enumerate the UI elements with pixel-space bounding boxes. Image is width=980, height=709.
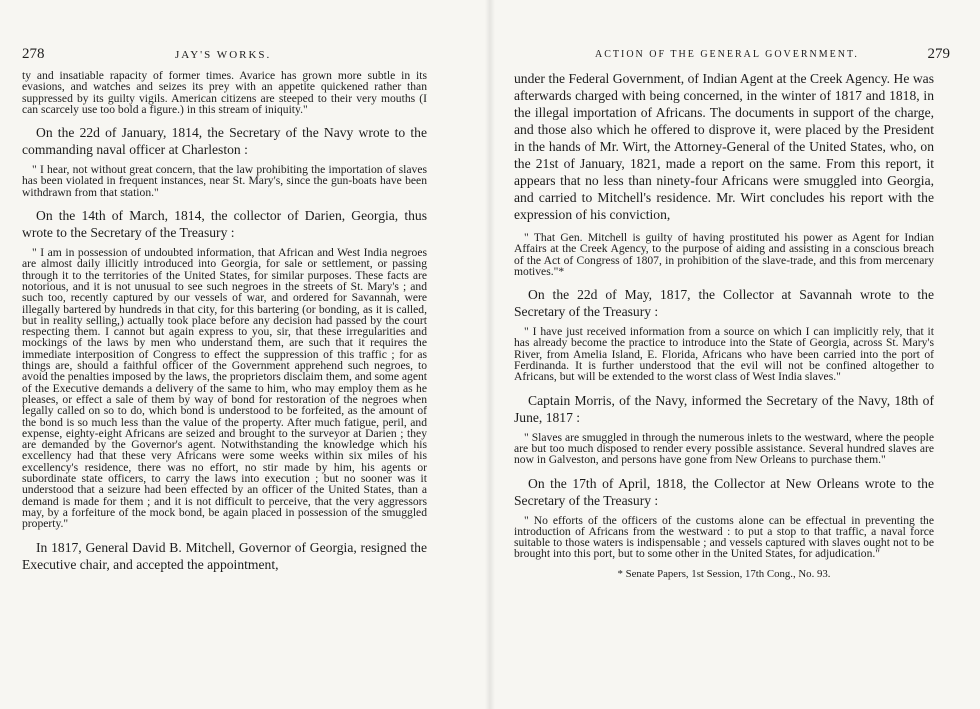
left-page-body [22, 70, 427, 573]
page-number-left: 278 [22, 46, 45, 62]
paragraph: On the 22d of January, 1814, the Secretary of the Navy wrote to the commanding naval officer at Charleston : [22, 125, 427, 158]
paragraph: In 1817, General David B. Mitchell, Governor of Georgia, resigned the Executive chair, and accepted the appointment, [22, 539, 427, 572]
right-page [490, 0, 980, 709]
quote-block: " No efforts of the officers of the customs alone can be effectual in preventing the introduction of Africans from the westward : to put a stop to that traffic, a naval force suitable to those waters is indispensable ; and vessels captured with slaves ought not to be brought into this port, but to some other in the United States, for adjudication." [514, 513, 934, 561]
right-page-body [514, 70, 934, 580]
quote-block: " That Gen. Mitchell is guilty of having prostituted his power as Agent for Indian Affairs at the Creek Agency, to the purpose of aiding and assisting in a conscious breach of the Act of Congress of 1807, in prohibition of the slave-trade, and this from mercenary motives."* [514, 231, 934, 278]
quote-block: ty and insatiable rapacity of former times. Avarice has grown more subtle in its evasions, and watches and seizes its prey with an appetite quickened rather than suppressed by its guilty vigils. American citizens are steeped to their very mouths (I can scarcely use too bold a figure.) in this stream of iniquity." [22, 69, 427, 116]
quote-block: " I am in possession of undoubted information, that African and West India negroes are almost daily illicitly introduced into Georgia, for sale or settlement, or passing through it to the territories of the United States, for similar purposes. These facts are notorious, and it is not unusual to see such negroes in the streets of St. Mary's ; and such too, recently captured by our vessels of war, and ordered for Savannah, were illegally bartered by hundreds in that city, for this bartering (or bonding, as it is called, but in reality selling,) actually took place before any decision had passed by the court respecting them. I cannot but again express to you, sir, that these irregularities and mockings of the laws by men who understand them, are such that it requires the immediate interposition of Congress to effect the suppression of this traffic ; for as things are, should a faithful officer of the Government apprehend such negroes, to avoid the penalties imposed by the laws, the proprietors disclaim them, and some agent of the Executive demands a delivery of the same to him, who may employ them as he pleases, or effect a sale of them by way of bond for restoration of the negroes when legally called on so to do, which bond is understood to be forfeited, as the amount of the bond is so much less than the value of the property. After much fatigue, peril, and expense, eighty-eight Africans are seized and brought to the surveyor at Darien ; they are demanded by the Governor's agent. Notwithstanding the knowledge which his excellency had that these very Africans were some weeks within six miles of his excellency's residence, there was no effort, no stir made by him, his agents or subordinate state officers, to carry the laws into execution ; but no sooner was it understood that a seizure had been effected by an officer of the United States, than a demand is made for them ; and it is not difficult to perceive, that the very aggressors may, by a forfeiture of the mock bond, be again placed in possession of the smuggled property." [22, 246, 427, 531]
paragraph: On the 14th of March, 1814, the collector of Darien, Georgia, thus wrote to the Secretary of the Treasury : [22, 208, 427, 241]
quote-block: " I have just received information from a source on which I can implicitly rely, that it has already become the practice to introduce into the State of Georgia, across St. Mary's River, from Amelia Island, E. Florida, Africans who have been carried into the port of Ferdinanda. It is further understood that the evil will not be confined altogether to Africans, but will be extended to the worst class of West India slaves." [514, 325, 934, 384]
paragraph: Captain Morris, of the Navy, informed the Secretary of the Navy, 18th of June, 1817 : [514, 392, 934, 425]
paragraph: under the Federal Government, of Indian Agent at the Creek Agency. He was afterwards charged with being concerned, in the winter of 1817 and 1818, in the illegal importation of Africans. The documents in support of the charge, and those also which he offered to disprove it, were placed by the President in the hands of Mr. Wirt, the Attorney-General of the United States, who, on the 21st of January, 1821, made a report on the same. From this report, it appears that no less than ninety-four Africans were smuggled into Georgia, and carried to Mitchell's residence. Mr. Wirt concludes his report with the expression of his conviction, [514, 71, 934, 222]
quote-block: " Slaves are smuggled in through the numerous inlets to the westward, where the people are but too much disposed to render every possible assistance. Several hundred slaves are now in Galveston, and persons have gone from New Orleans to purchase them." [514, 430, 934, 467]
running-head-left: JAY'S WORKS. [175, 49, 272, 61]
running-head-right: ACTION OF THE GENERAL GOVERNMENT. [595, 49, 859, 60]
quote-block: " I hear, not without great concern, that the law prohibiting the importation of slaves has been violated in frequent instances, near St. Mary's, since the gun-boats have been withdrawn from that station." [22, 163, 427, 199]
paragraph: On the 22d of May, 1817, the Collector at Savannah wrote to the Secretary of the Treasury : [514, 287, 934, 320]
paragraph: On the 17th of April, 1818, the Collector at New Orleans wrote to the Secretary of the Treasury : [514, 475, 934, 508]
page-number-right: 279 [927, 46, 950, 62]
footnote: * Senate Papers, 1st Session, 17th Cong., No. 93. [617, 567, 831, 580]
